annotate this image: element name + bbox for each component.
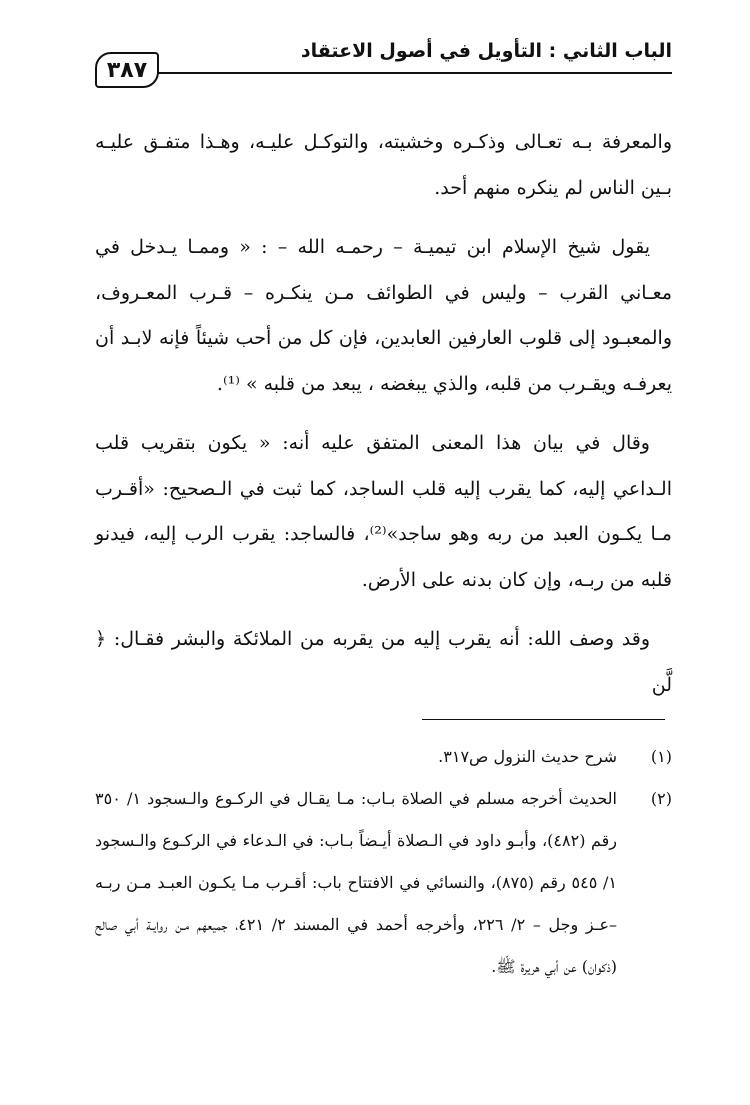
paragraph-3: وقال في بيان هذا المعنى المتفق عليه أنه: « يكون بتقريب قلب الـداعي إليه، كما يقرب إليه قلب الساجد، كما ثبت في الـصحيح: «أقـرب مـا يكـون العبد من ربه وهو ساجد»⁽²⁾، فالساجد: يقرب الرب إليه، فيدنو قلبه من ربـه، وإن كان بدنه على الأرض. [95, 432, 672, 591]
footnote-1 [95, 736, 672, 778]
paragraph-2: يقول شيخ الإسلام ابن تيميـة – رحمـه الله – : « وممـا يـدخل في معـاني القرب – وليس في الطوائف مـن ينكـره – قـرب المعـروف، والمعبـود إلى قلوب العارفين العابدين، فإن كل من أحب شيئاً فإنه لابـد أن يعرفـه ويقـرب من قلبه، والذي يبغضه ، يبعد من قلبه » ⁽¹⁾. [95, 236, 672, 395]
footnote-number: (١) [650, 747, 672, 766]
footnote-text: شرح حديث النزول ص٣١٧. [438, 747, 617, 766]
chapter-title: الباب الثاني : التأويل في أصول الاعتقاد [300, 40, 672, 62]
page-number: ٣٨٧ [95, 52, 159, 88]
footnote-2 [95, 778, 672, 988]
paragraph-1: والمعرفة بـه تعـالى وذكـره وخشيته، والتوكـل عليـه، وهـذا متفـق عليـه بـين الناس لم ينكره منهم أحد. [95, 131, 672, 199]
paragraph-4: وقد وصف الله: أنه يقرب إليه من يقربه من الملائكة والبشر فقـال: ﴿ لَّن [95, 628, 672, 696]
footnote-rule [422, 719, 665, 720]
header-rule [95, 72, 672, 74]
footnote-text: الحديث أخرجه مسلم في الصلاة بـاب: مـا يقـال في الركـوع والـسجود ١/ ٣٥٠ رقم (٤٨٢)، وأبـو داود في الـصلاة أيـضاً بـاب: في الـدعاء في الركـوع والـسجود ١/ ٥٤٥ رقم (٨٧٥)، والنسائي في الافتتاح باب: أقـرب مـا يكـون العبـد مـن ربـه –عـز وجل – ٢/ ٢٢٦، وأخرجه أحمد في المسند ٢/ ٤٢١، جميعهم مـن روايـة أبي صالح (ذكوان) عن أبي هريرة ﷺ. [95, 789, 618, 976]
footnotes [95, 736, 672, 988]
footnote-number: (٢) [650, 789, 672, 808]
body-text [95, 120, 672, 722]
